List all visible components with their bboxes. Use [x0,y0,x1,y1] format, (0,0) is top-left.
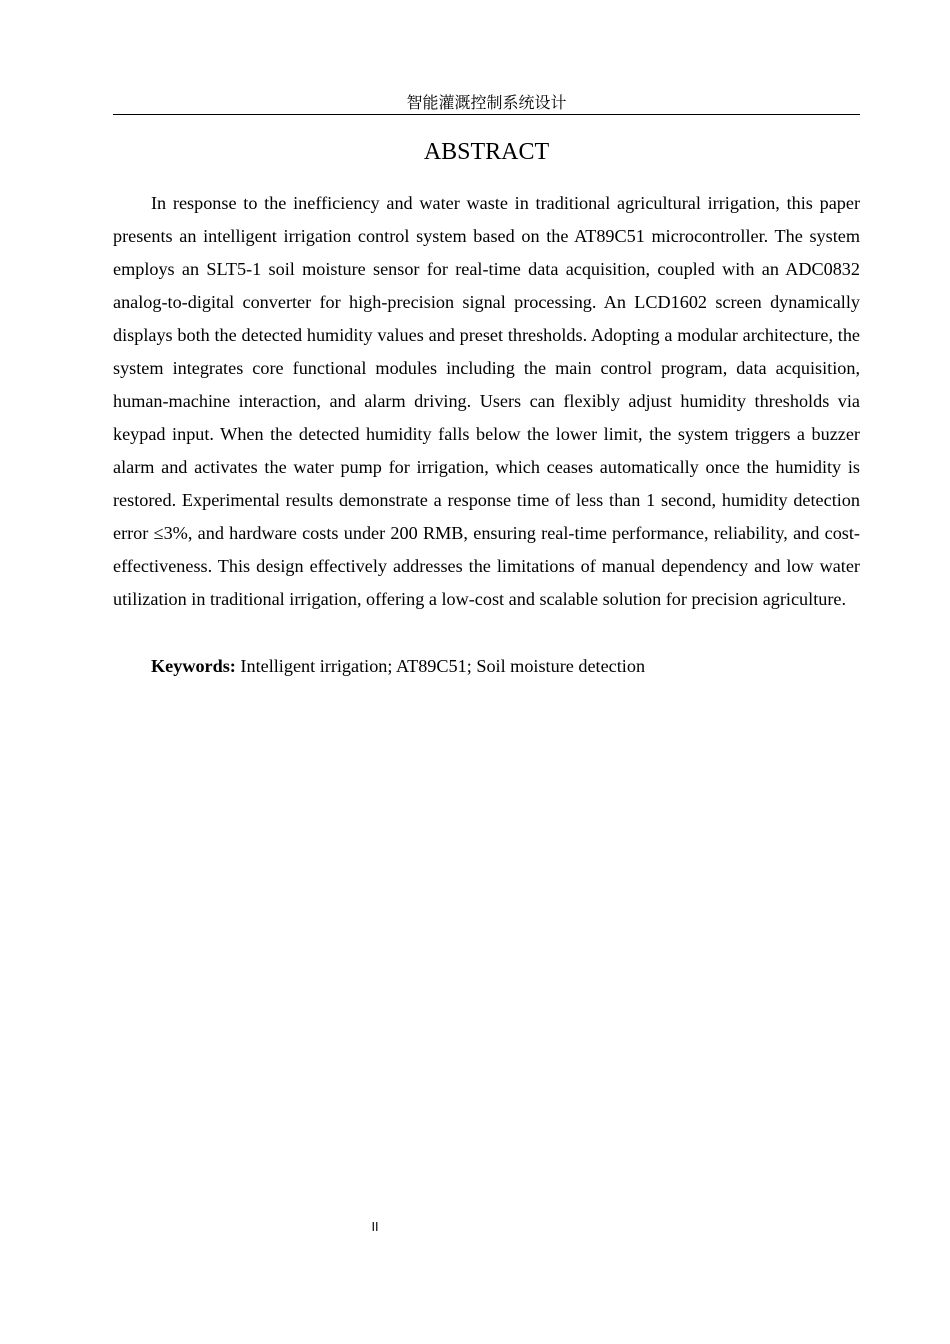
abstract-body: In response to the inefficiency and water waste in traditional agricultural irrigation, this paper presents an intelligent irrigation control system based on the AT89C51 microcontroller. The system employs an SLT5-1 soil moisture sensor for real-time data acquisition, coupled with an ADC0832 analog-to-digital converter for high-precision signal processing. An LCD1602 screen dynamically displays both the detected humidity values and preset thresholds. Adopting a modular architecture, the system integrates core functional modules including the main control program, data acquisition, human-machine interaction, and alarm driving. Users can flexibly adjust humidity thresholds via keypad input. When the detected humidity falls below the lower limit, the system triggers a buzzer alarm and activates the water pump for irrigation, which ceases automatically once the humidity is restored. Experimental results demonstrate a response time of less than 1 second, humidity detection error ≤3%, and hardware costs under 200 RMB, ensuring real-time performance, reliability, and cost-effectiveness. This design effectively addresses the limitations of manual dependency and low water utilization in traditional irrigation, offering a low-cost and scalable solution for precision agriculture. [113,193,860,609]
abstract-heading: ABSTRACT [423,139,550,165]
running-header [113,92,860,115]
keywords-label: Keywords: [151,656,236,676]
page-number: II [371,1220,379,1234]
keywords-line [113,650,860,683]
keywords-value: Intelligent irrigation; AT89C51; Soil moisture detection [240,656,646,676]
running-header-title: 智能灌溉控制系统设计 [406,93,567,112]
